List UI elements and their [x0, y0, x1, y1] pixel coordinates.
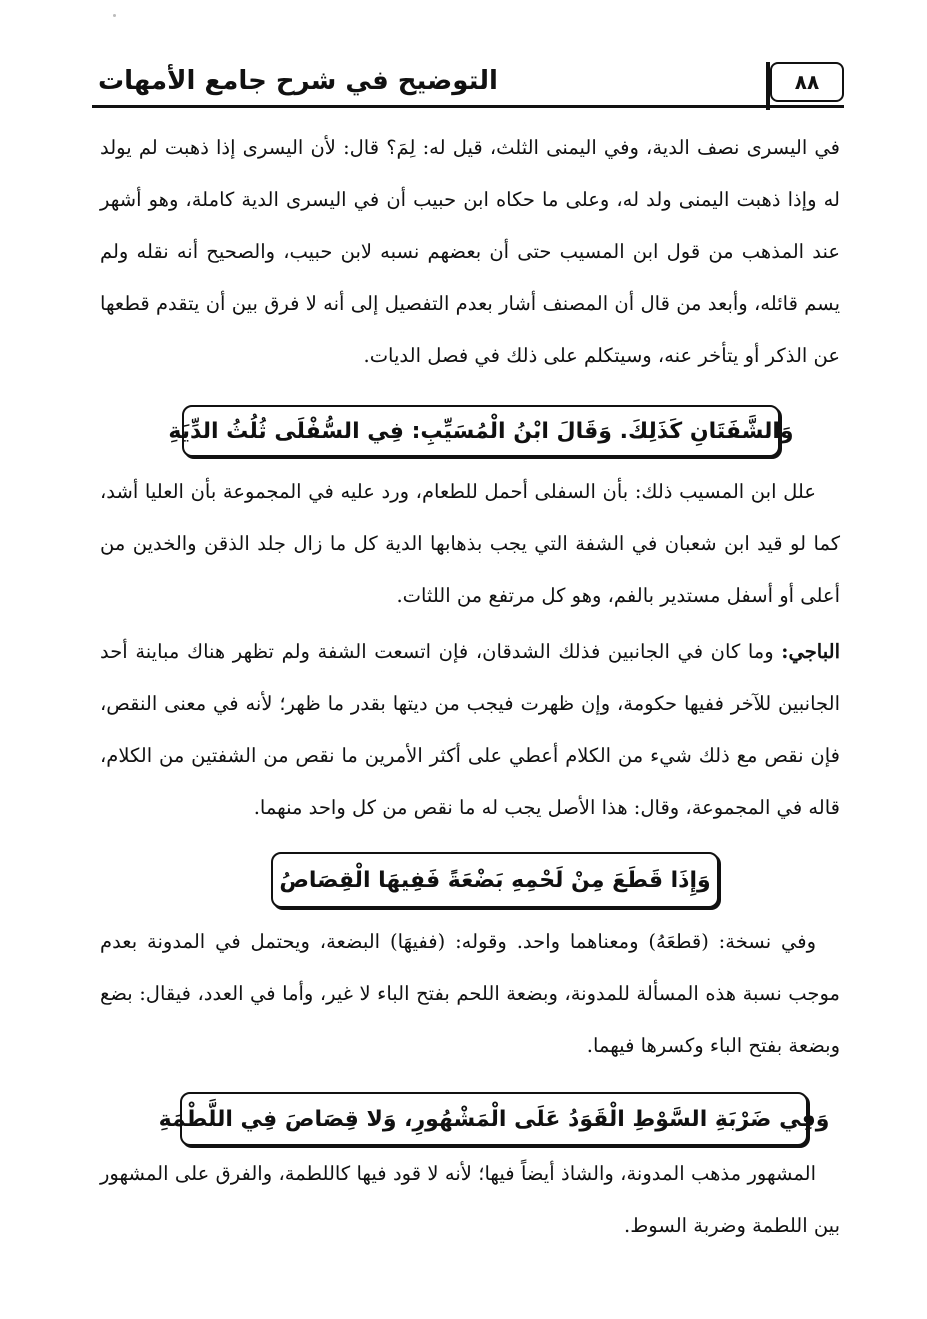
paragraph-text: وما كان في الجانبين فذلك الشدقان، فإن اتسعت الشفة ولم تظهر هناك مباينة أحد الجانبين للآخر ففيها حكومة، وإن ظهرت فيجب من ديتها بقدر ما ظهر؛ لأنه في معنى النقص، فإن نقص مع ذلك شيء من الكلام أعطي على أكثر الأمرين ما نقص من الشفتين من الكلام، قاله في المجموعة، وقال: هذا الأصل يجب له ما نقص من كل واحد منهما.	[100, 640, 840, 819]
matn-text: وَفِي ضَرْبَةِ السَّوْطِ الْقَوَدُ عَلَى الْمَشْهُورِ، وَلا قِصَاصَ فِي اللَّطْمَةِ	[158, 1106, 830, 1132]
scan-speck	[113, 14, 116, 17]
paragraph-text: علل ابن المسيب ذلك: بأن السفلى أحمل للطعام، ورد عليه في المجموعة بأن العليا أشد، كما لو قيد ابن شعبان في الشفة التي يجب بذهابها الدية كل ما زال جلد الذقن والخدين من أعلى أو أسفل مستدير بالفم، وهو كل مرتفع من اللثات.	[100, 480, 840, 607]
page-header	[92, 58, 844, 108]
matn-box-3	[158, 1092, 830, 1146]
header-rule	[92, 105, 844, 108]
author-lead: الباجي:	[781, 640, 840, 663]
matn-box-2	[271, 852, 719, 908]
matn-box-1	[168, 405, 794, 457]
paragraph-2	[100, 466, 840, 622]
running-title: التوضيح في شرح جامع الأمهات	[98, 66, 498, 96]
page-number: ٨٨	[770, 62, 844, 102]
matn-text: وَالشَّفَتَانِ كَذَلِكَ. وَقَالَ ابْنُ الْمُسَيِّبِ: فِي السُّفْلَى ثُلُثُ الدِّيَةِ	[168, 418, 794, 444]
paragraph-5	[100, 1148, 840, 1252]
paragraph-text: في اليسرى نصف الدية، وفي اليمنى الثلث، قيل له: لِمَ؟ قال: لأن اليسرى إذا ذهبت لم يولد له وإذا ذهبت اليمنى ولد له، وعلى ما حكاه ابن حبيب أن في اليسرى الدية كاملة، وهو أشهر عند المذهب من قول ابن المسيب حتى أن بعضهم نسبه لابن حبيب، والصحيح أنه نقله ولم يسم قائله، وأبعد من قال أن المصنف أشار بعدم التفصيل إلى أنه لا فرق بين أن يتقدم قطعها عن الذكر أو يتأخر عنه، وسيتكلم على ذلك في فصل الديات.	[100, 136, 840, 367]
paragraph-text: المشهور مذهب المدونة، والشاذ أيضاً فيها؛ لأنه لا قود فيها كاللطمة، والفرق على المشهور بين اللطمة وضربة السوط.	[100, 1162, 840, 1237]
paragraph-1	[100, 122, 840, 382]
paragraph-3	[100, 626, 840, 834]
paragraph-4	[100, 916, 840, 1072]
paragraph-text: وفي نسخة: (قطعَهُ) ومعناهما واحد. وقوله: (ففيهَا) البضعة، ويحتمل في المدونة بعدم موجب نسبة هذه المسألة للمدونة، وبضعة اللحم بفتح الباء لا غير، وأما في العدد، فيقال: بضع وبضعة بفتح الباء وكسرها فيهما.	[100, 930, 840, 1057]
matn-text: وَإِذَا قَطَعَ مِنْ لَحْمِهِ بَضْعَةً فَفِيهَا الْقِصَاصُ	[279, 867, 711, 893]
